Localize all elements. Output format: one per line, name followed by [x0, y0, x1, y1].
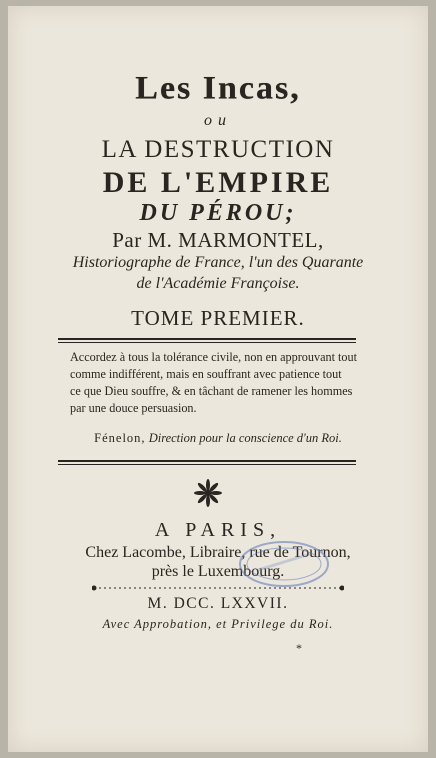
author-role-line-2: de l'Académie Françoise.: [136, 275, 300, 292]
epigraph-line: ce que Dieu souffre, & en tâchant de ramener les hommes: [70, 384, 353, 398]
title-line-3: DE L'EMPIRE: [102, 166, 334, 199]
title-line-2: LA DESTRUCTION: [101, 136, 335, 163]
epigraph-source: Direction pour la conscience d'un Roi.: [148, 431, 342, 445]
epigraph: [70, 349, 370, 417]
title-line-1: Les Incas,: [135, 70, 301, 107]
volume-label: TOME PREMIER.: [131, 306, 305, 330]
imprint-date: M. DCC. LXXVII.: [147, 595, 289, 612]
signature-star: *: [296, 641, 302, 655]
epigraph-line: comme indifférent, mais en souffrant avec patience tout: [70, 367, 342, 381]
epigraph-line: Accordez à tous la tolérance civile, non en approuvant tout: [70, 350, 357, 364]
middle-double-rule: [58, 460, 356, 465]
title-ou: ou: [204, 112, 232, 129]
title-line-4: DU PÉROU;: [139, 200, 297, 226]
epigraph-author: Fénelon,: [94, 431, 146, 445]
author-line: Par M. MARMONTEL,: [112, 228, 324, 252]
top-double-rule: [58, 338, 356, 343]
epigraph-attribution: [0, 431, 436, 446]
imprint-address: près le Luxembourg.: [151, 563, 285, 580]
dotted-ornament-rule: [92, 582, 344, 594]
epigraph-line: par une douce persuasion.: [70, 401, 197, 415]
fleuron-ornament-icon: [193, 478, 223, 508]
imprint-privilege: Avec Approbation, et Privilege du Roi.: [102, 617, 334, 631]
imprint-publisher: Chez Lacombe, Libraire, rue de Tournon,: [85, 544, 351, 561]
author-role-line-1: Historiographe de France, l'un des Quarante: [72, 254, 364, 271]
library-stamp-icon: [238, 540, 330, 588]
imprint-city: A PARIS,: [154, 519, 282, 541]
